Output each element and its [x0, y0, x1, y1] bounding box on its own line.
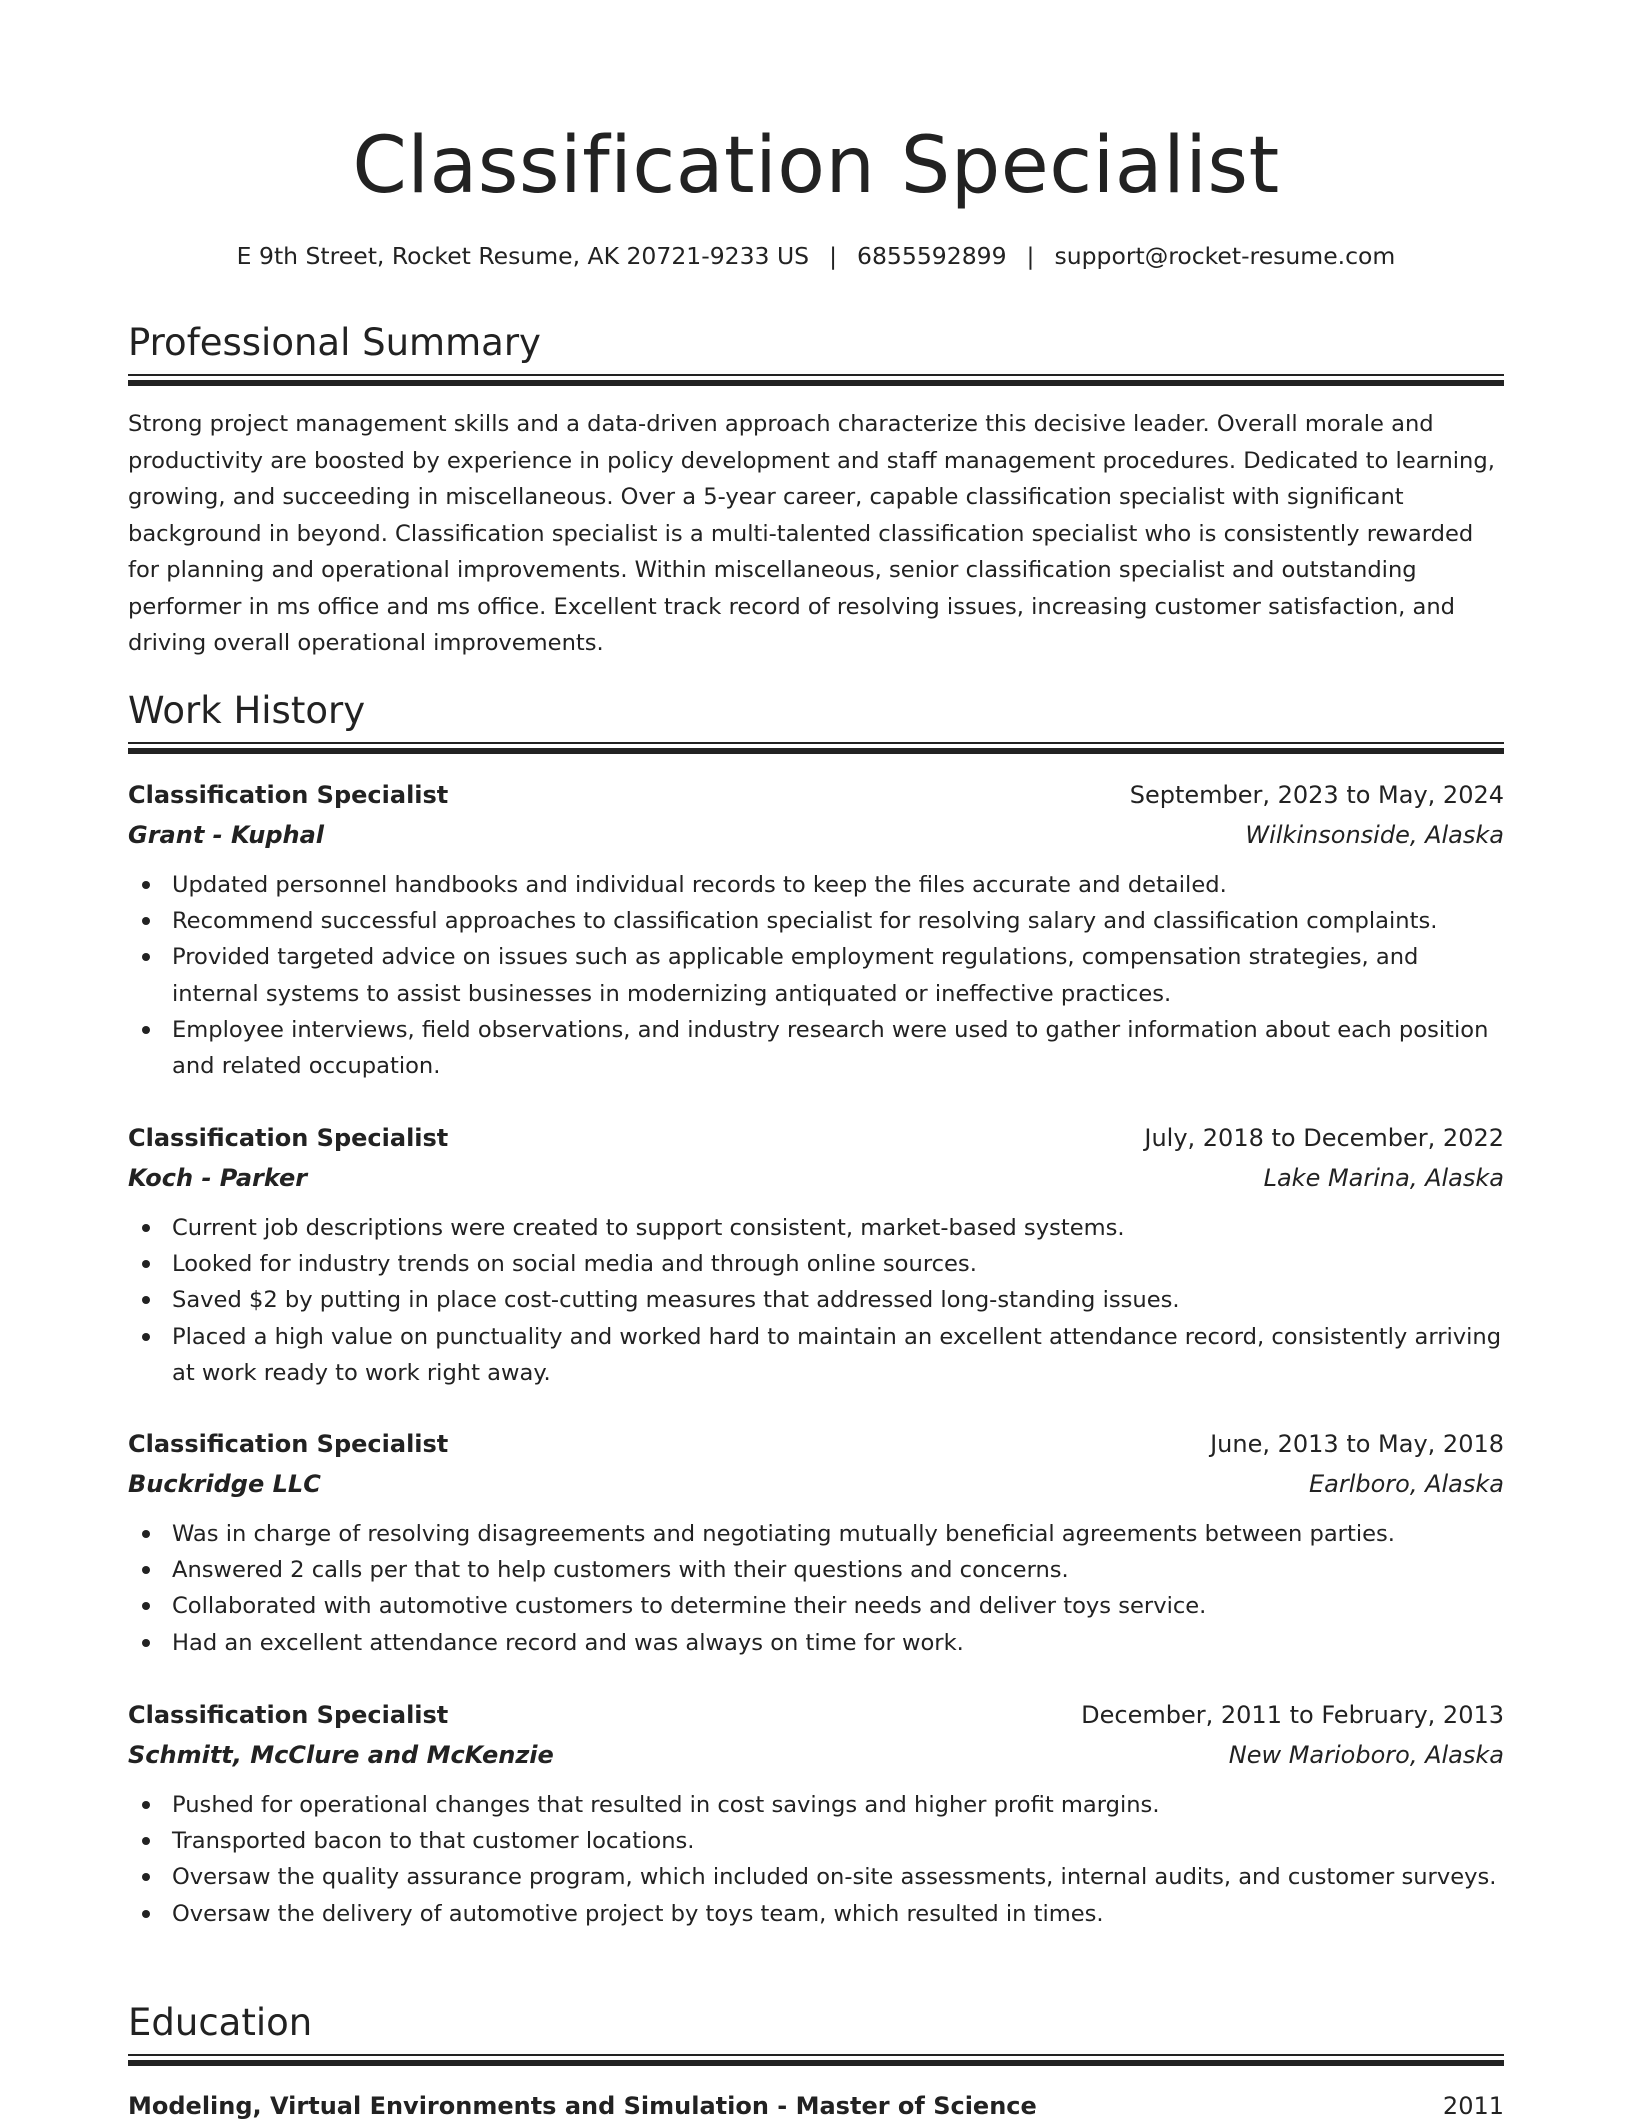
- job-bullets: [128, 1210, 1504, 1391]
- job-header: [128, 1424, 1504, 1464]
- job-bullet: Employee interviews, field observations, and industry research were used to gather information about each position and related occupation.: [172, 1012, 1504, 1084]
- job-entry: [128, 775, 1504, 1084]
- job-dates: June, 2013 to May, 2018: [1210, 1430, 1504, 1458]
- job-subheader: [128, 1158, 1504, 1198]
- job-bullet: Provided targeted advice on issues such as applicable employment regulations, compensation strategies, and internal systems to assist businesses in modernizing antiquated or ineffective practices.: [172, 939, 1504, 1011]
- job-bullet: Oversaw the quality assurance program, which included on-site assessments, internal audits, and customer surveys.: [172, 1859, 1504, 1895]
- job-dates: September, 2023 to May, 2024: [1129, 781, 1504, 809]
- section-divider: [128, 742, 1504, 754]
- job-header: [128, 1695, 1504, 1735]
- job-entry: [128, 1424, 1504, 1661]
- section-title-education: Education: [128, 2001, 313, 2044]
- job-title: Classification Specialist: [128, 1124, 449, 1152]
- job-bullet: Recommend successful approaches to classification specialist for resolving salary and classification complaints.: [172, 903, 1504, 939]
- section-divider: [128, 2054, 1504, 2066]
- job-dates: July, 2018 to December, 2022: [1144, 1124, 1504, 1152]
- contact-separator: |: [829, 242, 838, 270]
- job-entry: [128, 1695, 1504, 1932]
- job-location: Wilkinsonside, Alaska: [1245, 821, 1504, 849]
- education-degree: Modeling, Virtual Environments and Simulation - Master of Science: [128, 2092, 1037, 2120]
- job-bullet: Answered 2 calls per that to help customers with their questions and concerns.: [172, 1552, 1504, 1588]
- job-company: Buckridge LLC: [128, 1470, 321, 1498]
- job-bullet: Had an excellent attendance record and was always on time for work.: [172, 1625, 1504, 1661]
- job-bullets: [128, 1516, 1504, 1661]
- contact-email: support@rocket-resume.com: [1054, 242, 1396, 270]
- job-bullet: Pushed for operational changes that resulted in cost savings and higher profit margins.: [172, 1787, 1504, 1823]
- education-entry: [128, 2086, 1504, 2126]
- contact-line: [128, 236, 1504, 276]
- job-header: [128, 775, 1504, 815]
- job-bullet: Updated personnel handbooks and individual records to keep the files accurate and detailed.: [172, 867, 1504, 903]
- job-bullet: Was in charge of resolving disagreements and negotiating mutually beneficial agreements between parties.: [172, 1516, 1504, 1552]
- job-subheader: [128, 1464, 1504, 1504]
- job-dates: December, 2011 to February, 2013: [1081, 1701, 1504, 1729]
- job-subheader: [128, 815, 1504, 855]
- job-bullet: Transported bacon to that customer locations.: [172, 1823, 1504, 1859]
- job-title: Classification Specialist: [128, 1701, 449, 1729]
- job-bullet: Placed a high value on punctuality and worked hard to maintain an excellent attendance record, consistently arriving at work ready to work right away.: [172, 1319, 1504, 1391]
- job-bullet: Collaborated with automotive customers to determine their needs and deliver toys service.: [172, 1588, 1504, 1624]
- job-bullet: Saved $2 by putting in place cost-cutting measures that addressed long-standing issues.: [172, 1282, 1504, 1318]
- job-header: [128, 1118, 1504, 1158]
- contact-phone: 6855592899: [857, 242, 1007, 270]
- section-title-work-history: Work History: [128, 689, 366, 732]
- job-bullet: Oversaw the delivery of automotive project by toys team, which resulted in times.: [172, 1896, 1504, 1932]
- job-entry: [128, 1118, 1504, 1391]
- contact-address: E 9th Street, Rocket Resume, AK 20721-9233 US: [236, 242, 810, 270]
- section-title-summary: Professional Summary: [128, 321, 541, 364]
- job-subheader: [128, 1735, 1504, 1775]
- summary-text: Strong project management skills and a data-driven approach characterize this decisive leader. Overall morale and productivity are boosted by experience in policy development and staff management procedures. Dedicated to learning, growing, and succeeding in miscellaneous. Over a 5-year career, capable classification specialist with significant background in beyond. Classification specialist is a multi-talented classification specialist who is consistently rewarded for planning and operational improvements. Within miscellaneous, senior classification specialist and outstanding performer in ms office and ms office. Excellent track record of resolving issues, increasing customer satisfaction, and driving overall operational improvements.: [128, 411, 1495, 656]
- job-location: New Marioboro, Alaska: [1228, 1741, 1504, 1769]
- job-location: Lake Marina, Alaska: [1263, 1164, 1504, 1192]
- education-year: 2011: [1442, 2092, 1504, 2120]
- job-location: Earlboro, Alaska: [1308, 1470, 1504, 1498]
- job-title: Classification Specialist: [128, 1430, 449, 1458]
- job-company: Koch - Parker: [128, 1164, 308, 1192]
- job-company: Grant - Kuphal: [128, 821, 325, 849]
- section-divider: [128, 374, 1504, 386]
- job-bullet: Looked for industry trends on social media and through online sources.: [172, 1246, 1504, 1282]
- job-company: Schmitt, McClure and McKenzie: [128, 1741, 554, 1769]
- job-bullet: Current job descriptions were created to support consistent, market-based systems.: [172, 1210, 1504, 1246]
- job-title: Classification Specialist: [128, 781, 449, 809]
- candidate-name: Classification Specialist: [352, 121, 1280, 211]
- contact-separator: |: [1026, 242, 1035, 270]
- job-bullets: [128, 1787, 1504, 1932]
- job-bullets: [128, 867, 1504, 1084]
